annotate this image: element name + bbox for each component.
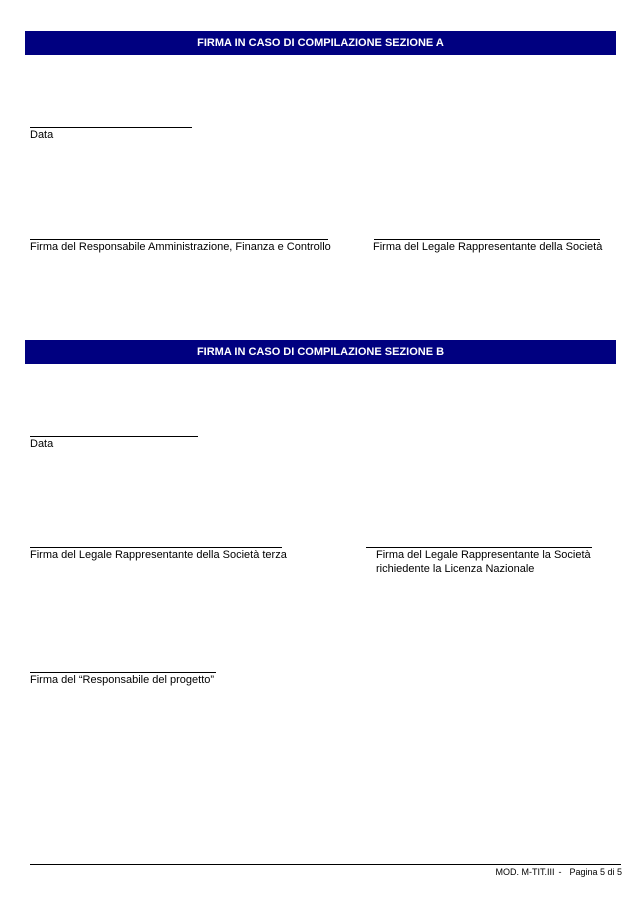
section-a-right-signature-label: Firma del Legale Rappresentante della Società [373, 241, 603, 253]
section-b-project-signature-label: Firma del “Responsabile del progetto” [30, 674, 215, 686]
page-footer [495, 867, 622, 878]
section-b-left-signature-label: Firma del Legale Rappresentante della Società terza [30, 549, 287, 561]
section-b-left-signature-line [30, 547, 282, 548]
section-a-left-signature-line [30, 239, 328, 240]
section-a-header: FIRMA IN CASO DI COMPILAZIONE SEZIONE A [25, 31, 616, 55]
section-b-date-line [30, 436, 198, 437]
footer-page-number: Pagina 5 di 5 [569, 867, 622, 877]
footer-form-code: MOD. M-TIT.III [495, 867, 555, 877]
section-b-right-signature-line [366, 547, 592, 548]
section-a-left-signature-label: Firma del Responsabile Amministrazione, Finanza e Controllo [30, 241, 331, 253]
section-b-right-signature-label-line2: richiedente la Licenza Nazionale [376, 563, 535, 575]
section-b-right-signature-label-line1: Firma del Legale Rappresentante la Società [376, 549, 591, 561]
section-a-date-label: Data [30, 129, 54, 141]
section-b-project-signature-line [30, 672, 216, 673]
footer-divider [30, 864, 621, 865]
section-a-right-signature-line [374, 239, 600, 240]
footer-separator: - [558, 867, 562, 877]
section-a-date-line [30, 127, 192, 128]
section-b-date-label: Data [30, 438, 54, 450]
section-b-header: FIRMA IN CASO DI COMPILAZIONE SEZIONE B [25, 340, 616, 364]
